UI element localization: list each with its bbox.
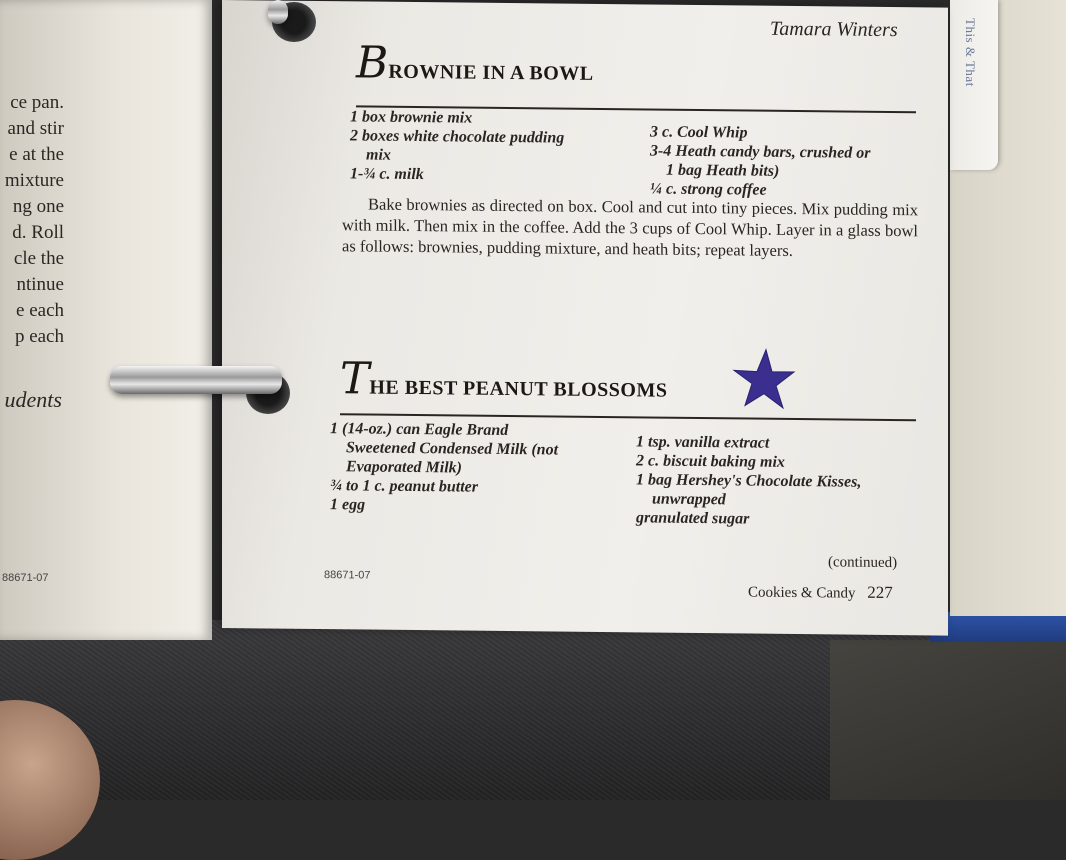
left-line: ng one xyxy=(12,196,64,217)
drop-cap: B xyxy=(356,37,389,89)
binder-cover-edge xyxy=(930,612,1066,642)
ingredient: granulated sugar xyxy=(636,509,750,528)
ingredients-left xyxy=(330,419,558,516)
page-footer xyxy=(748,582,893,604)
ingredient: 1 bag Heath bits) xyxy=(666,161,780,180)
ingredient: 1 tsp. vanilla extract xyxy=(636,433,770,452)
page-number: 227 xyxy=(867,582,893,603)
left-page-heading: udents xyxy=(4,387,62,412)
title-text: HE BEST PEANUT BLOSSOMS xyxy=(369,376,668,402)
ingredient: Sweetened Condensed Milk (not xyxy=(346,439,559,459)
ingredients-right xyxy=(636,432,861,529)
left-line: mixture xyxy=(4,170,64,191)
left-line: p each xyxy=(14,326,64,347)
left-page-text xyxy=(5,90,64,350)
left-line: ce pan. xyxy=(10,92,64,113)
drop-cap: T xyxy=(340,353,370,405)
ingredients-left xyxy=(350,107,564,185)
ingredient: mix xyxy=(366,146,391,164)
left-line: d. Roll xyxy=(12,222,64,243)
star-shape xyxy=(734,349,794,408)
left-line: ntinue xyxy=(16,274,64,295)
ingredient: unwrapped xyxy=(652,490,726,509)
left-page xyxy=(0,0,212,640)
ingredient: 1 box brownie mix xyxy=(350,108,473,127)
recipe-title-brownie xyxy=(356,37,594,90)
recipe-page xyxy=(222,0,948,636)
recipe-title-peanut-blossoms xyxy=(340,353,667,407)
left-line: e at the xyxy=(9,144,64,165)
ingredient: ¼ c. strong coffee xyxy=(650,180,767,199)
ingredient: ¾ to 1 c. peanut butter xyxy=(330,477,479,496)
ingredient: 3-4 Heath candy bars, crushed or xyxy=(650,142,871,162)
continued-note: (continued) xyxy=(828,554,898,572)
ingredient: Evaporated Milk) xyxy=(346,458,462,477)
star-sticker-icon xyxy=(726,345,796,416)
divider-tab-label: This & That xyxy=(963,18,978,87)
ingredient: 2 boxes white chocolate pudding xyxy=(350,127,565,147)
ingredient: 1 (14-oz.) can Eagle Brand xyxy=(330,420,509,439)
ingredient: 3 c. Cool Whip xyxy=(650,123,748,142)
fabric-fold xyxy=(830,640,1066,800)
ingredient: 1 bag Hershey's Chocolate Kisses, xyxy=(636,471,862,491)
left-line: cle the xyxy=(13,248,64,269)
title-text: ROWNIE IN A BOWL xyxy=(388,60,594,85)
ingredient: 1 egg xyxy=(330,496,366,514)
author-name: Tamara Winters xyxy=(770,17,898,42)
ingredient: 1-¾ c. milk xyxy=(350,165,424,184)
left-line: and stir xyxy=(7,118,64,139)
page-code: 88671-07 xyxy=(324,569,371,582)
left-page-code: 88671-07 xyxy=(2,572,49,584)
binder-ring-top xyxy=(268,0,288,24)
binder-ring-middle xyxy=(110,366,282,394)
ingredients-right xyxy=(650,122,870,200)
ingredient: 2 c. biscuit baking mix xyxy=(636,452,785,471)
left-line: e each xyxy=(16,300,64,321)
section-name: Cookies & Candy xyxy=(748,584,856,602)
recipe-instructions: Bake brownies as directed on box. Cool and cut into tiny pieces. Mix pudding mix with milk. Then mix in the coffee. Add the 3 cups of Cool Whip. Layer in a glass bowl as follows: brownies, pudding mixture, and heath bits; repeat layers. xyxy=(342,194,918,260)
